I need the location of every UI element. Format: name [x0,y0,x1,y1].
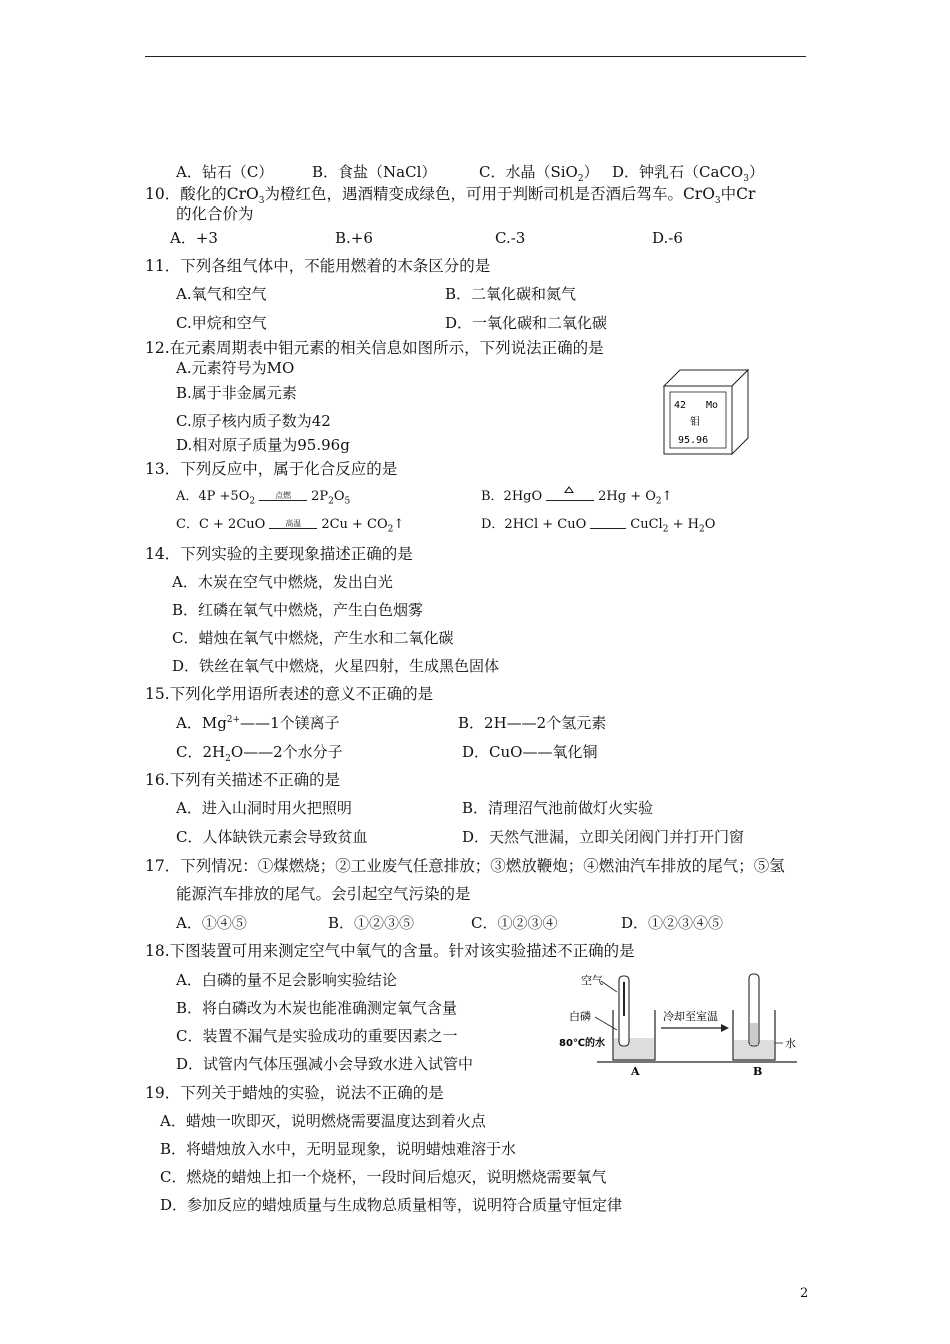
molybdenum-element-card [662,368,750,456]
q15-option-a: A．$Mg^{2+}——1$个镁离子 [176,714,340,732]
q9-option-a: A．钻石（C） [176,163,274,181]
element-name: 钼 [690,417,700,428]
label-water: 水 [785,1037,796,1050]
page-number: 2 [800,1286,809,1301]
q12-option-b: B.属于非金属元素 [176,384,297,402]
q12-option-a: A.元素符号为MO [176,359,295,377]
q17-option-c: C．①②③④ [471,914,558,932]
label-a: A [631,1065,640,1078]
label-white-phosphorus: 白磷 [569,1010,591,1023]
label-cool: 冷却至室温 [663,1010,718,1023]
q14-stem: 14．下列实验的主要现象描述正确的是 [145,545,413,563]
q9-option-c: C．水晶（SiO$_2$） [479,163,599,184]
q10-stem-line2: 的化合价为 [176,205,254,223]
q16-stem: 16.下列有关描述不正确的是 [145,771,341,789]
q9-option-b: B．食盐（NaCl） [312,163,437,181]
q13-option-c: C．C + 2CuO 高温 $2Cu + CO_2↑$ [176,517,405,535]
q17-stem: 17．下列情况：①煤燃烧；②工业废气任意排放；③燃放鞭炮；④燃油汽车排放的尾气；⑤氢 [145,857,785,875]
q11-option-d: D．一氧化碳和二氧化碳 [445,314,608,332]
element-number: 42 [674,400,687,411]
q12-option-d: D.相对原子质量为95.96g [176,436,350,454]
header-rule [145,56,806,57]
q14-option-a: A．木炭在空气中燃烧，发出白光 [172,573,393,591]
q19-option-a: A．蜡烛一吹即灭，说明燃烧需要温度达到着火点 [160,1112,486,1130]
q13-option-a: A．$4P +5O_2$ 点燃 $2P_2O_5$ [176,489,351,507]
q12-stem: 12.在元素周期表中钼元素的相关信息如图所示，下列说法正确的是 [145,339,604,357]
q10-option-d: D.-6 [652,229,683,247]
q10-option-b: B.+6 [335,229,373,247]
q13-option-d: D．2HCl + CuO CuCl$_2$ + $H_2O$ [481,517,716,535]
q14-option-c: C．蜡烛在氧气中燃烧，产生水和二氧化碳 [172,629,454,647]
q19-option-c: C．燃烧的蜡烛上扣一个烧杯，一段时间后熄灭，说明燃烧需要氧气 [160,1168,607,1186]
q19-option-b: B．将蜡烛放入水中，无明显现象，说明蜡烛难溶于水 [160,1140,517,1158]
q11-stem: 11．下列各组气体中，不能用燃着的木条区分的是 [145,257,491,275]
oxygen-experiment-figure [557,968,807,1078]
label-b: B [753,1065,763,1078]
q15-option-d: D．CuO——氧化铜 [462,743,598,761]
q15-option-b: B．2H——2个氢元素 [458,714,607,732]
q16-option-d: D．天然气泄漏，立即关闭阀门并打开门窗 [462,828,745,846]
q14-option-b: B．红磷在氧气中燃烧，产生白色烟雾 [172,601,424,619]
label-water-80: 80℃的水 [559,1038,606,1049]
element-mass: 95.96 [678,435,709,446]
q16-option-a: A．进入山洞时用火把照明 [176,799,352,817]
q15-option-c: C．$2H_2O——2$个水分子 [176,743,343,764]
q18-option-c: C．装置不漏气是实验成功的重要因素之一 [176,1027,458,1045]
q17-option-a: A．①④⑤ [176,914,247,932]
q13-option-b: B．2HgO $2Hg + O_2↑$ [481,487,673,507]
q10-option-c: C.-3 [495,229,526,247]
q17-option-b: B．①②③⑤ [328,914,415,932]
q9-option-d: D．钟乳石（CaCO$_3$） [612,163,764,184]
q19-stem: 19．下列关于蜡烛的实验，说法不正确的是 [145,1084,444,1102]
q16-option-b: B．清理沼气池前做灯火实验 [462,799,654,817]
q12-option-c: C.原子核内质子数为42 [176,412,331,430]
q10-option-a: A．+3 [170,229,218,247]
q17-option-d: D．①②③④⑤ [621,914,724,932]
q11-option-b: B．二氧化碳和氮气 [445,285,577,303]
q18-option-b: B．将白磷改为木炭也能准确测定氧气含量 [176,999,458,1017]
q11-option-a: A.氧气和空气 [176,285,267,303]
q18-option-a: A．白磷的量不足会影响实验结论 [176,971,397,989]
q10-stem: 10．酸化的CrO$_3$为橙红色，遇酒精变成绿色，可用于判断司机是否酒后驾车。CrO$_3$中Cr [145,185,756,207]
q13-stem: 13．下列反应中，属于化合反应的是 [145,460,398,478]
q17-stem-line2: 能源汽车排放的尾气。会引起空气污染的是 [176,885,471,903]
q18-stem: 18.下图装置可用来测定空气中氧气的含量。针对该实验描述不正确的是 [145,942,635,960]
q16-option-c: C．人体缺铁元素会导致贫血 [176,828,368,846]
q18-option-d: D．试管内气体压强减小会导致水进入试管中 [176,1055,474,1073]
q14-option-d: D．铁丝在氧气中燃烧，火星四射，生成黑色固体 [172,657,500,675]
q15-stem: 15.下列化学用语所表述的意义不正确的是 [145,685,434,703]
q19-option-d: D．参加反应的蜡烛质量与生成物总质量相等，说明符合质量守恒定律 [160,1196,623,1214]
element-symbol: Mo [706,400,719,411]
q11-option-c: C.甲烷和空气 [176,314,267,332]
label-air: 空气 [581,974,603,987]
